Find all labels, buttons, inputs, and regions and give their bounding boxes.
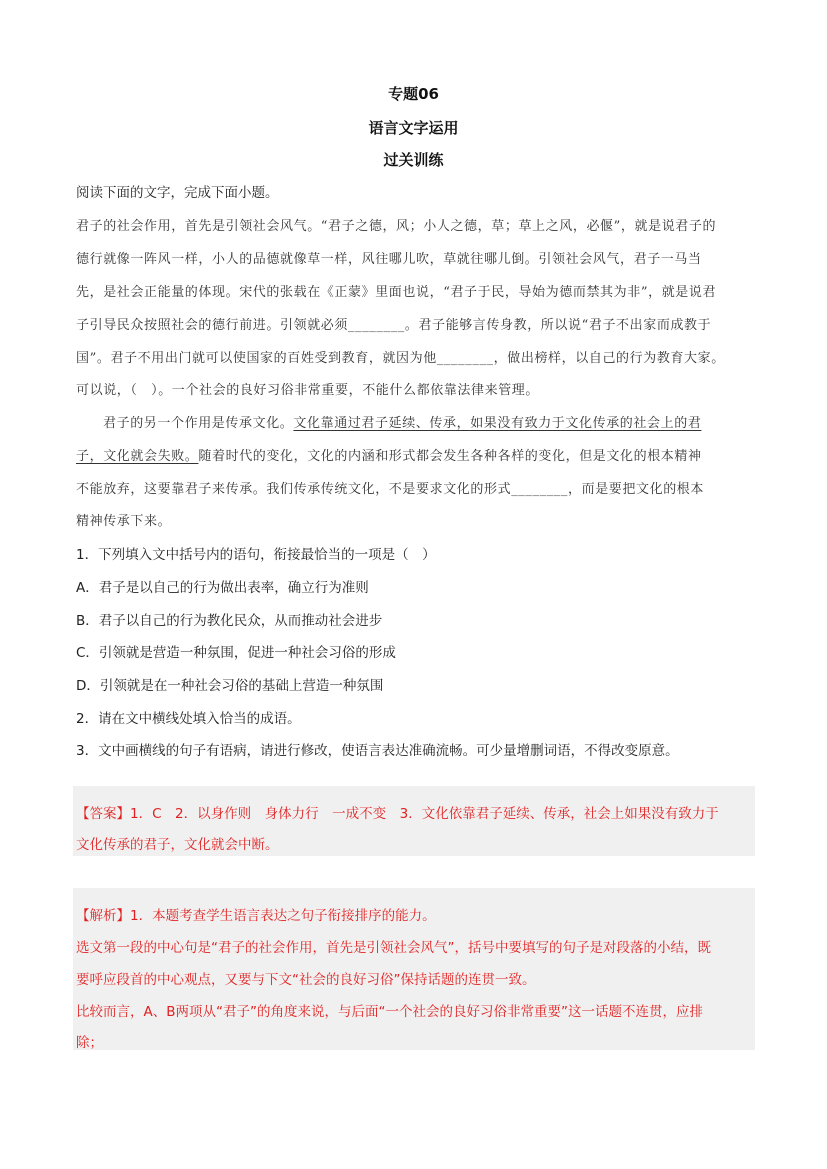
analysis-line [76, 904, 436, 924]
analysis-line: 选文第一段的中心句是“君子的社会作用，首先是引领社会风气”，括号中要填写的句子是对段落的小结，既 [76, 940, 711, 956]
option-d: D．引领就是在一种社会习俗的基础上营造一种氛围 [76, 678, 384, 694]
passage-line [103, 412, 701, 431]
passage-line: 先，是社会正能量的体现。宋代的张载在《正蒙》里面也说，“君子于民，导始为德而禁其为非”，就是说君 [76, 285, 717, 300]
topic-title: 语言文字运用 [368, 119, 459, 137]
topic-number: 专题06 [388, 85, 439, 103]
option-c: C．引领就是营造一种氛围，促进一种社会习俗的形成 [76, 645, 396, 661]
passage-line: 子引导民众按照社会的德行前进。引领就必须________。君子能够言传身教，所以说“君子不出家而成教于 [76, 318, 712, 333]
analysis-text: 1．本题考查学生语言表达之句子衔接排序的能力。 [130, 908, 436, 924]
option-b: B．君子以自己的行为教化民众，从而推动社会进步 [76, 613, 383, 629]
analysis-line: 要呼应段首的中心观点，又要与下文“社会的良好习俗”保持话题的连贯一致。 [76, 972, 536, 988]
option-a: A．君子是以自己的行为做出表率，确立行为准则 [76, 580, 369, 596]
passage-line: 不能放弃，这要靠君子来传承。我们传承传统文化，不是要求文化的形式________，而是要把文化的根本 [76, 482, 705, 497]
passage-line: 德行就像一阵风一样，小人的品德就像草一样，风往哪儿吹，草就往哪儿倒。引领社会风气，君子一马当 [76, 252, 702, 267]
underlined-sentence: 文化靠通过君子延续、传承，如果没有致力于文化传承的社会上的君 [293, 416, 702, 431]
question-3: 3．文中画横线的句子有语病，请进行修改，使语言表达准确流畅。可少量增删词语，不得改变原意。 [76, 743, 679, 759]
answer-text: 1．C 2．以身作则 身体力行 一成不变 3．文化依靠君子延续、传承，社会上如果没有致力于 [130, 806, 719, 822]
passage-line: 精神传承下来。 [76, 514, 172, 529]
underlined-sentence: 子，文化就会失败。 [76, 449, 199, 464]
question-1: 1．下列填入文中括号内的语句，衔接最恰当的一项是（ ） [76, 547, 436, 563]
analysis-line: 除； [76, 1035, 103, 1051]
passage-line: 国”。君子不用出门就可以使国家的百姓受到教育，就因为他________，做出榜样，以自己的行为教育大家。 [76, 351, 725, 366]
passage-line [76, 445, 702, 464]
section-title: 过关训练 [383, 151, 444, 169]
passage-line: 可以说，（ ）。一个社会的良好习俗非常重要，不能什么都依靠法律来管理。 [76, 383, 540, 398]
answer-line: 文化传承的君子，文化就会中断。 [76, 837, 279, 853]
passage-text: 君子的另一个作用是传承文化。 [103, 416, 294, 431]
passage-line: 君子的社会作用，首先是引领社会风气。“君子之德，风；小人之德，草；草上之风，必偃”，就是说君子的 [76, 219, 717, 234]
answer-line [76, 802, 719, 822]
passage-text: 随着时代的变化，文化的内涵和形式都会发生各种各样的变化，但是文化的根本精神 [198, 449, 702, 464]
instruction: 阅读下面的文字，完成下面小题。 [76, 185, 279, 201]
analysis-line: 比较而言，A、B两项从“君子”的角度来说，与后面“一个社会的良好习俗非常重要”这一话题不连贯，应排 [76, 1004, 703, 1020]
question-2: 2．请在文中横线处填入恰当的成语。 [76, 711, 301, 727]
analysis-tag: 【解析】 [76, 908, 130, 924]
answer-tag: 【答案】 [76, 806, 130, 822]
